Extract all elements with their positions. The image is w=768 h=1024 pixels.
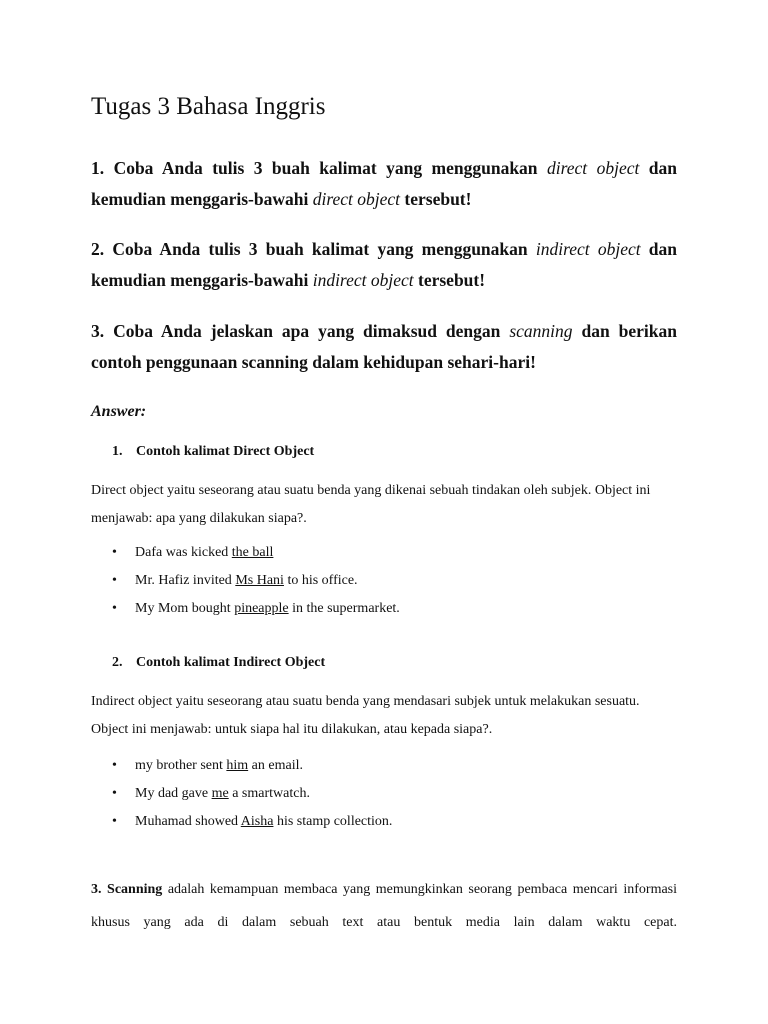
underlined-object: Ms Hani	[235, 573, 284, 588]
section-heading-2	[112, 655, 677, 671]
list-item-text: his stamp collection.	[273, 814, 393, 829]
underlined-object: Aisha	[240, 814, 274, 829]
question-text: dan berikan contoh penggunaan scanning dalam kehidupan sehari-hari!	[91, 321, 678, 372]
question-text: dan kemudian menggaris-bawahi	[91, 158, 677, 209]
section-number: 3.	[91, 882, 102, 897]
list-item-text: Dafa was kicked	[135, 545, 232, 560]
question-term: direct object	[312, 189, 401, 209]
underlined-object: the ball	[231, 545, 274, 560]
list-item-text: Mr. Hafiz invited	[135, 573, 236, 588]
list-item	[112, 786, 310, 802]
page-title: Tugas 3 Bahasa Inggris	[91, 93, 326, 120]
question-3	[91, 316, 677, 378]
scanning-text: adalah kemampuan membaca yang memungkinkan seorang pembaca mencari informasi khusus yang ada di dalam sebuah text atau bentuk media lain dalam waktu cepat.	[91, 882, 678, 930]
question-term: indirect object	[312, 270, 414, 290]
underlined-object: me	[211, 786, 229, 801]
list-item-text: in the supermarket.	[288, 601, 400, 616]
list-item	[112, 573, 358, 589]
section-number: 1.	[112, 444, 123, 459]
section-paragraph-1: Direct object yaitu seseorang atau suatu benda yang dikenai sebuah tindakan oleh subjek. Object ini menjawab: apa yang dilakukan siapa?.	[91, 483, 651, 526]
list-item	[112, 814, 392, 830]
question-term: indirect object	[535, 239, 641, 259]
bullet-icon: •	[112, 814, 117, 829]
section-heading-1	[112, 444, 677, 460]
question-number: 3.	[91, 321, 105, 341]
bullet-icon: •	[112, 601, 117, 616]
question-text: Coba Anda tulis 3 buah kalimat yang menggunakan	[113, 158, 547, 178]
question-term: scanning	[509, 321, 573, 341]
bullet-icon: •	[112, 786, 117, 801]
scanning-paragraph	[91, 873, 677, 939]
list-item-text: my brother sent	[135, 758, 227, 773]
list-item-text: My dad gave	[135, 786, 212, 801]
question-text: tersebut!	[400, 189, 472, 209]
underlined-object: pineapple	[234, 601, 289, 616]
list-item	[112, 601, 400, 617]
question-2	[91, 234, 677, 296]
section-number: 2.	[112, 655, 123, 670]
question-term: direct object	[546, 158, 640, 178]
answer-label: Answer:	[91, 403, 147, 420]
list-item	[112, 545, 273, 561]
question-text: Coba Anda tulis 3 buah kalimat yang menggunakan	[112, 239, 536, 259]
question-text: dan kemudian menggaris-bawahi	[91, 239, 678, 290]
question-number: 2.	[91, 239, 105, 259]
bullet-icon: •	[112, 758, 117, 773]
list-item-text: to his office.	[283, 573, 358, 588]
bullet-icon: •	[112, 573, 117, 588]
list-item-text: Muhamad showed	[135, 814, 241, 829]
bullet-icon: •	[112, 545, 117, 560]
list-item-text: an email.	[248, 758, 303, 773]
list-item-text: My Mom bought	[135, 601, 235, 616]
scanning-term: Scanning	[107, 882, 163, 897]
list-item-text: a smartwatch.	[228, 786, 310, 801]
underlined-object: him	[226, 758, 249, 773]
section-heading-text: Contoh kalimat Indirect Object	[136, 655, 326, 670]
question-number: 1.	[91, 158, 105, 178]
question-text: Coba Anda jelaskan apa yang dimaksud dengan	[113, 321, 510, 341]
question-text: tersebut!	[413, 270, 486, 290]
list-item	[112, 758, 303, 774]
section-paragraph-2: Indirect object yaitu seseorang atau suatu benda yang mendasari subjek untuk melakukan sesuatu. Object ini menjawab: untuk siapa hal itu dilakukan, atau kepada siapa?.	[91, 694, 640, 737]
question-1	[91, 153, 677, 215]
section-heading-text: Contoh kalimat Direct Object	[136, 444, 315, 459]
